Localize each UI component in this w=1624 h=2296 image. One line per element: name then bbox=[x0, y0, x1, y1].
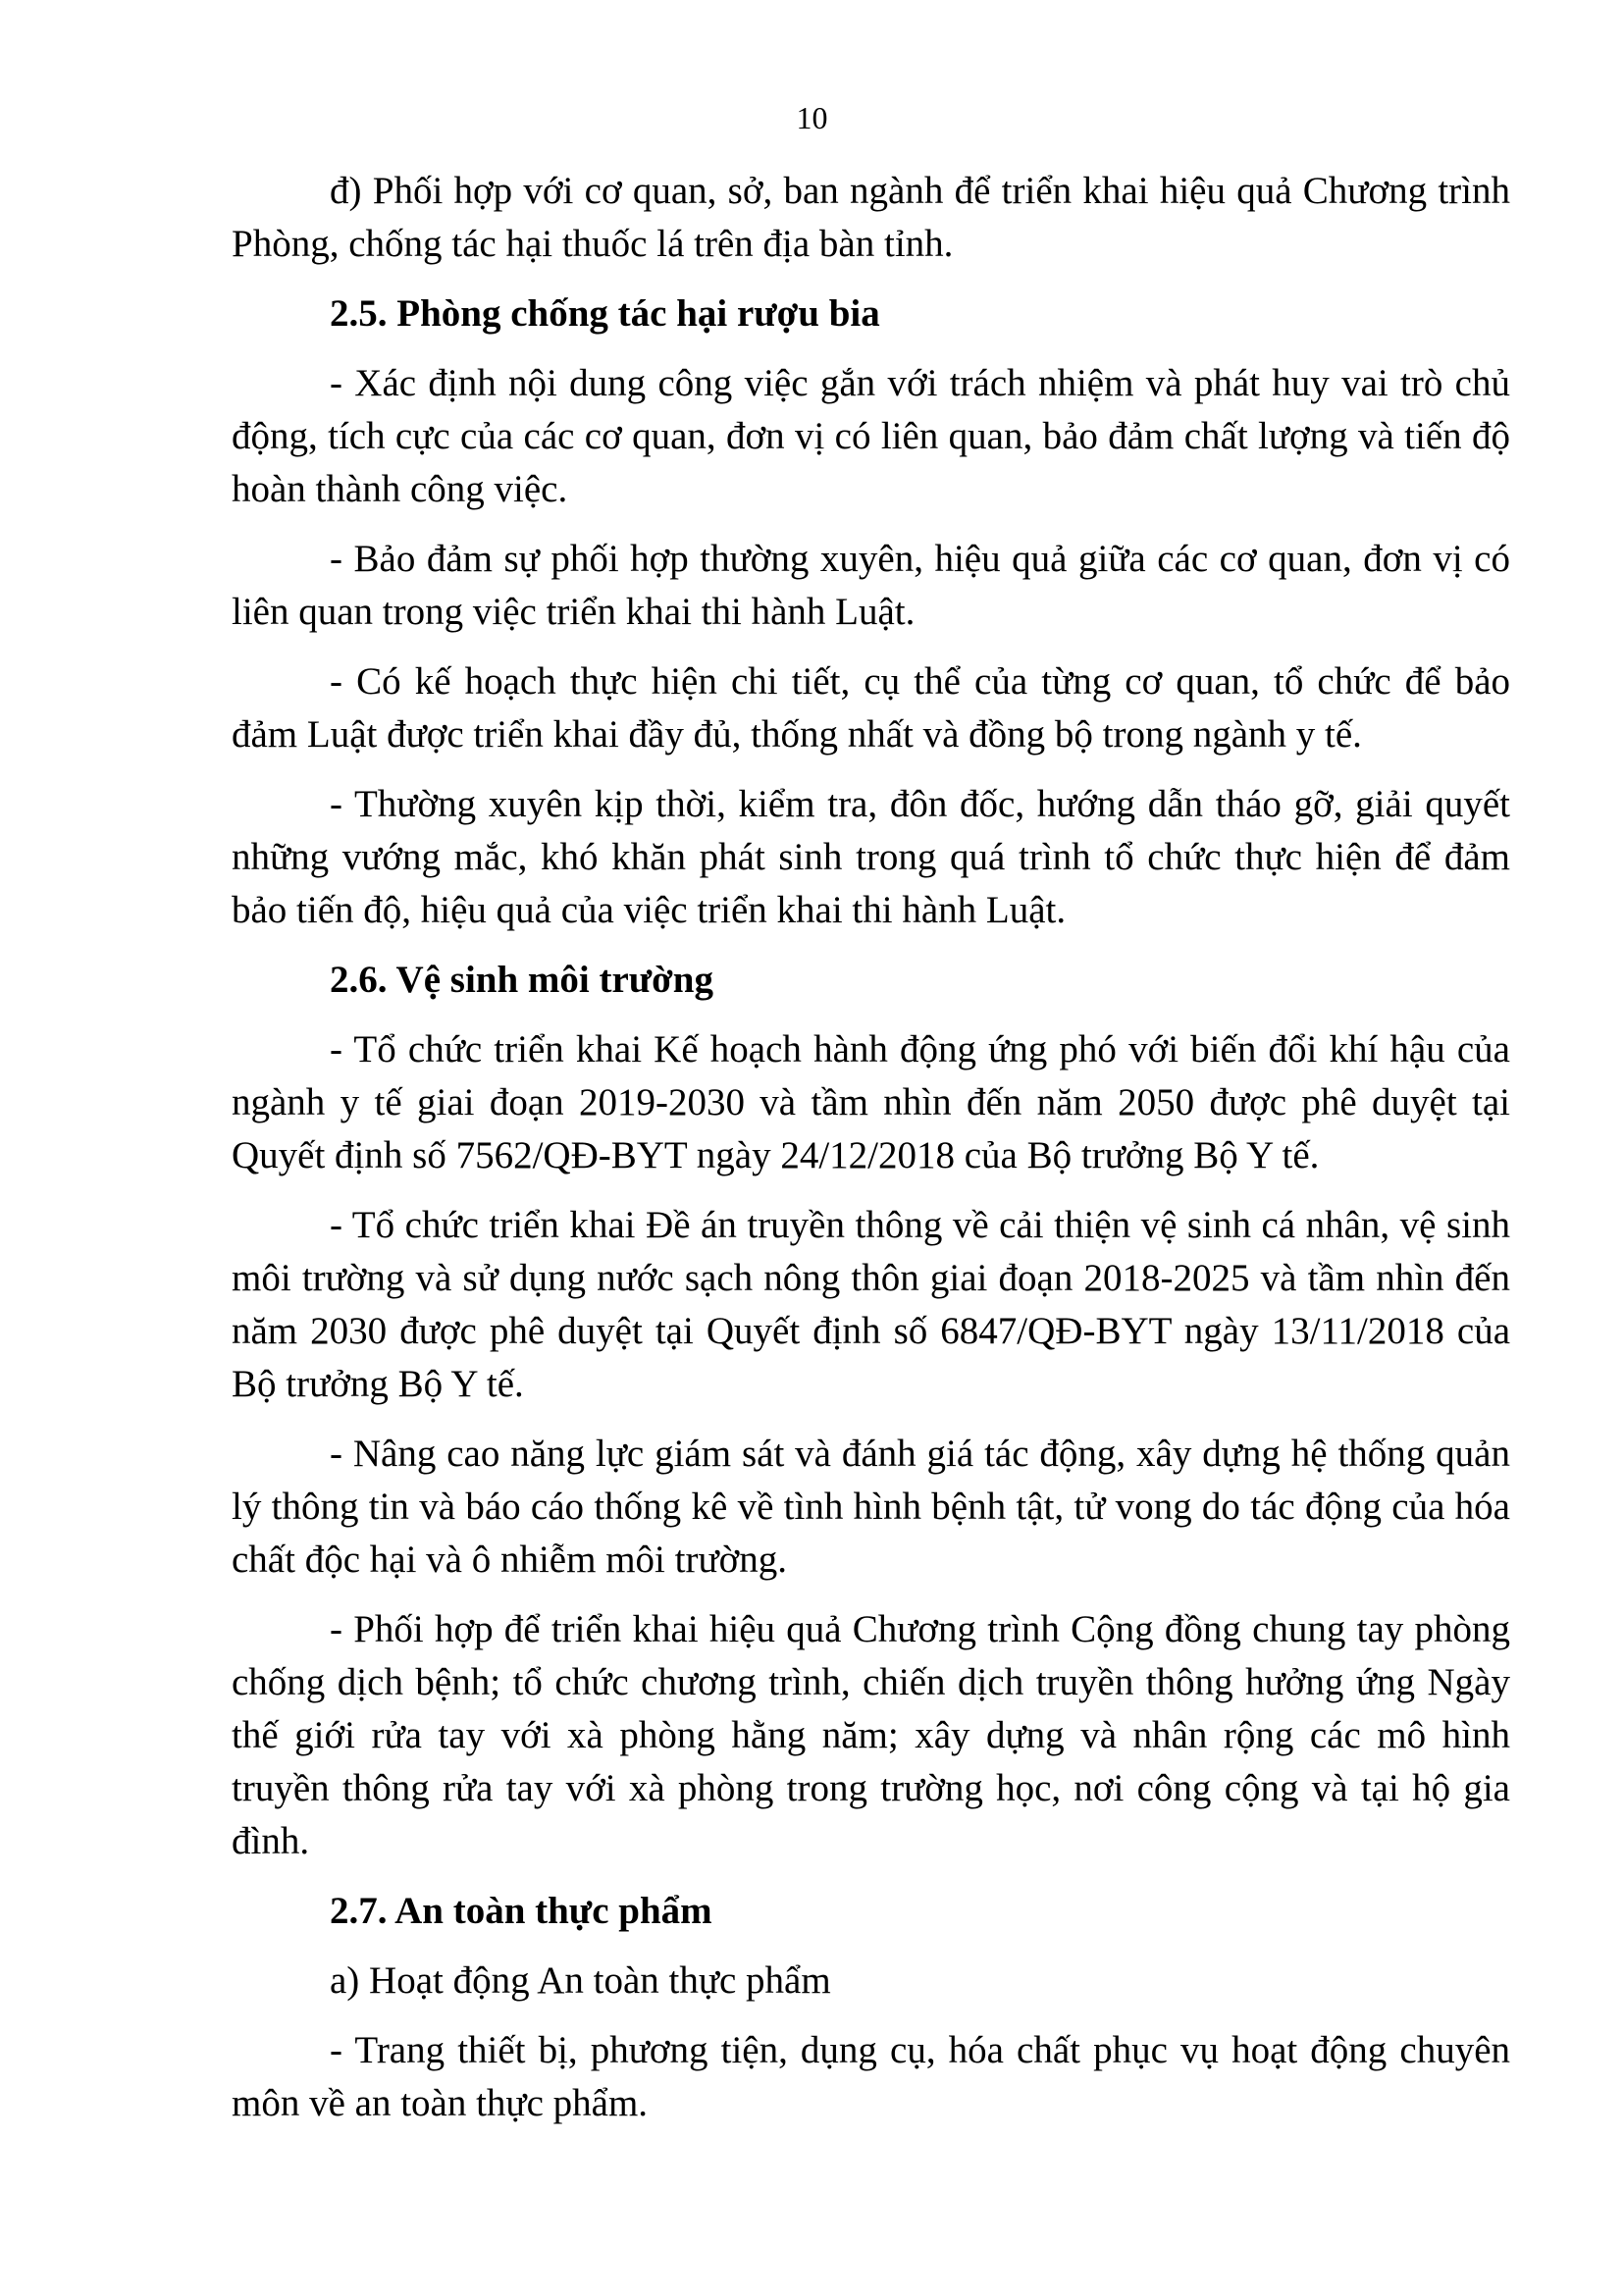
paragraph-ensure-coordination: - Bảo đảm sự phối hợp thường xuyên, hiệu quả giữa các cơ quan, đơn vị có liên quan trong việc triển khai thi hành Luật. bbox=[232, 538, 1510, 633]
page-number: 10 bbox=[796, 100, 828, 135]
section-heading-2-7: 2.7. An toàn thực phẩm bbox=[330, 1890, 712, 1932]
document-body bbox=[232, 165, 1510, 2147]
paragraph-climate-action-plan: - Tổ chức triển khai Kế hoạch hành động ứng phó với biến đổi khí hậu của ngành y tế giai đoạn 2019-2030 và tầm nhìn đến năm 2050 được phê duyệt tại Quyết định số 7562/QĐ-BYT ngày 24/12/2018 của Bộ trưởng Bộ Y tế. bbox=[232, 1028, 1510, 1176]
paragraph-regular-inspection: - Thường xuyên kịp thời, kiểm tra, đôn đốc, hướng dẫn tháo gỡ, giải quyết những vướng mắc, khó khăn phát sinh trong quá trình tổ chức thực hiện để đảm bảo tiến độ, hiệu quả của việc triển khai thi hành Luật. bbox=[232, 783, 1510, 931]
paragraph-define-work-content: - Xác định nội dung công việc gắn với trách nhiệm và phát huy vai trò chủ động, tích cực của các cơ quan, đơn vị có liên quan, bảo đảm chất lượng và tiến độ hoàn thành công việc. bbox=[232, 362, 1510, 510]
paragraph-coordinate-tobacco-program: đ) Phối hợp với cơ quan, sở, ban ngành để triển khai hiệu quả Chương trình Phòng, chống tác hại thuốc lá trên địa bàn tỉnh. bbox=[232, 170, 1510, 265]
paragraph-detailed-plan: - Có kế hoạch thực hiện chi tiết, cụ thể của từng cơ quan, tổ chức để bảo đảm Luật được triển khai đầy đủ, thống nhất và đồng bộ trong ngành y tế. bbox=[232, 660, 1510, 756]
paragraph-food-safety-equipment: - Trang thiết bị, phương tiện, dụng cụ, hóa chất phục vụ hoạt động chuyên môn về an toàn thực phẩm. bbox=[232, 2029, 1510, 2124]
paragraph-handwashing-program: - Phối hợp để triển khai hiệu quả Chương trình Cộng đồng chung tay phòng chống dịch bệnh; tổ chức chương trình, chiến dịch truyền thông hưởng ứng Ngày thế giới rửa tay với xà phòng hằng năm; xây dựng và nhân rộng các mô hình truyền thông rửa tay với xà phòng trong trường học, nơi công cộng và tại hộ gia đình. bbox=[232, 1608, 1510, 1862]
section-heading-2-6: 2.6. Vệ sinh môi trường bbox=[330, 959, 713, 1001]
section-heading-2-5: 2.5. Phòng chống tác hại rượu bia bbox=[330, 292, 880, 335]
paragraph-hygiene-communication: - Tổ chức triển khai Đề án truyền thông về cải thiện vệ sinh cá nhân, vệ sinh môi trường và sử dụng nước sạch nông thôn giai đoạn 2018-2025 và tầm nhìn đến năm 2030 được phê duyệt tại Quyết định số 6847/QĐ-BYT ngày 13/11/2018 của Bộ trưởng Bộ Y tế. bbox=[232, 1204, 1510, 1405]
paragraph-monitoring-capacity: - Nâng cao năng lực giám sát và đánh giá tác động, xây dựng hệ thống quản lý thông tin và báo cáo thống kê về tình hình bệnh tật, tử vong do tác động của hóa chất độc hại và ô nhiễm môi trường. bbox=[232, 1433, 1510, 1581]
subsection-food-safety-activities: a) Hoạt động An toàn thực phẩm bbox=[330, 1959, 831, 2002]
